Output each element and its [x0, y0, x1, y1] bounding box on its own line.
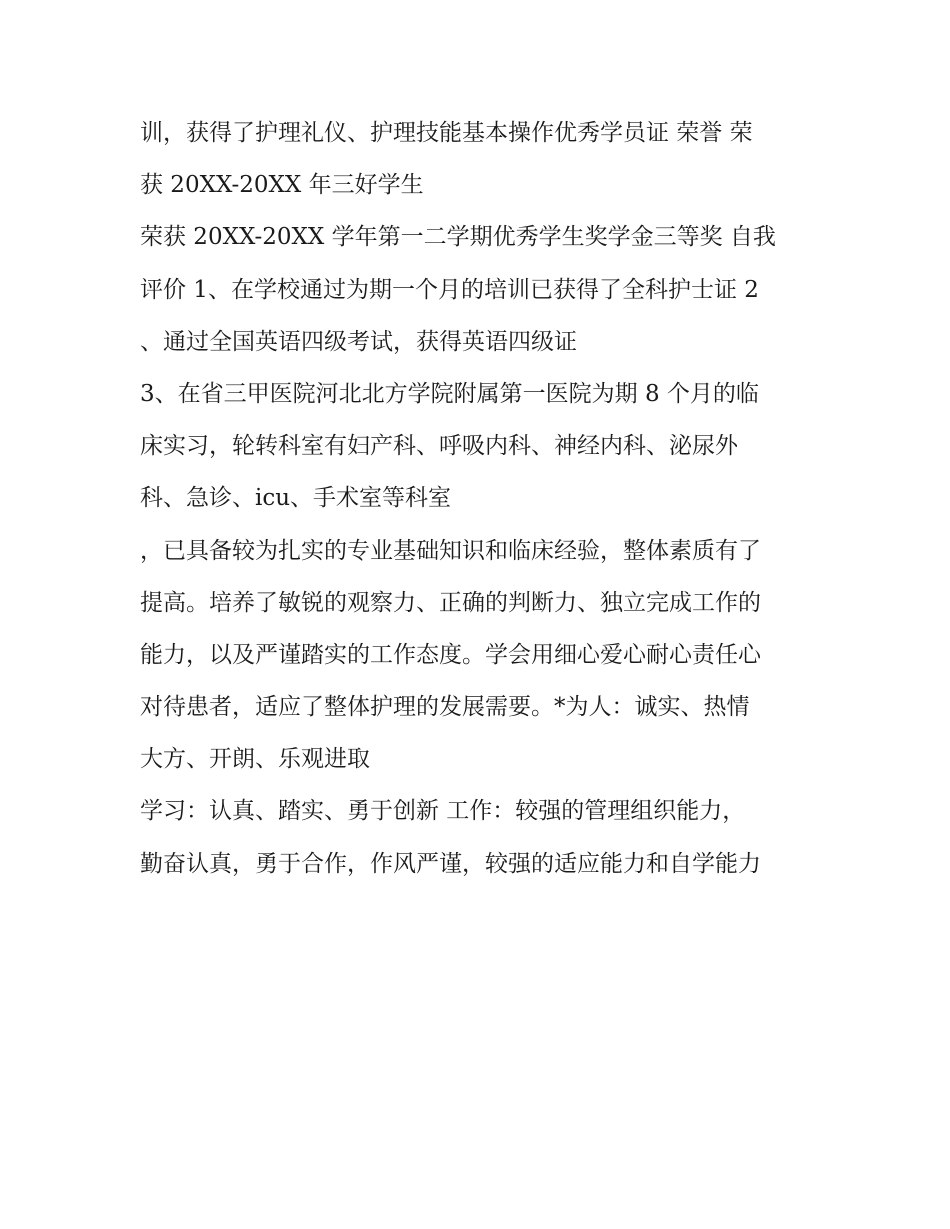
text-line: 科、急诊、icu、手术室等科室 [140, 485, 452, 512]
text-line: 床实习，轮转科室有妇产科、呼吸内科、神经内科、泌尿外 [140, 433, 738, 460]
text-line: 、通过全国英语四级考试，获得英语四级证 [140, 328, 577, 355]
text-line: 勤奋认真，勇于合作，作风严谨，较强的适应能力和自学能力 [140, 850, 761, 877]
text-line: ，已具备较为扎实的专业基础知识和临床经验，整体素质有了 [140, 537, 761, 564]
text-line: 学习：认真、踏实、勇于创新 工作：较强的管理组织能力， [140, 798, 746, 825]
text-line: 获 20XX-20XX 年三好学生 [140, 172, 424, 199]
text-line: 3、在省三甲医院河北北方学院附属第一医院为期 8 个月的临 [140, 380, 759, 407]
text-line: 训，获得了护理礼仪、护理技能基本操作优秀学员证 荣誉 荣 [140, 120, 753, 146]
document-body [140, 107, 830, 890]
text-line: 能力，以及严谨踏实的工作态度。学会用细心爱心耐心责任心 [140, 641, 761, 668]
text-line: 大方、开朗、乐观进取 [140, 746, 370, 773]
text-line: 提高。培养了敏锐的观察力、正确的判断力、独立完成工作的 [140, 589, 761, 616]
text-line: 荣获 20XX-20XX 学年第一二学期优秀学生奖学金三等奖 自我 [140, 224, 776, 251]
text-line: 对待患者，适应了整体护理的发展需要。*为人：诚实、热情 [140, 694, 750, 721]
text-line: 评价 1、在学校通过为期一个月的培训已获得了全科护士证 2 [140, 276, 759, 303]
